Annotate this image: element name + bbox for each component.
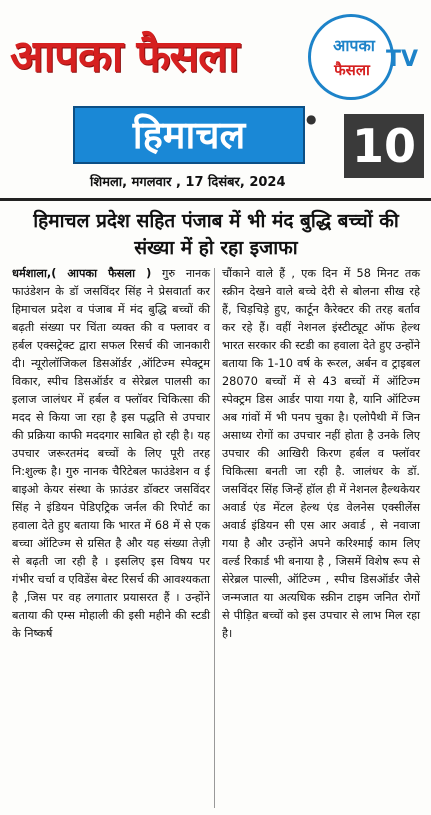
tv-logo-circle xyxy=(308,14,394,100)
tv-logo-tag: TV xyxy=(386,47,419,72)
newspaper-logo: आपका फैसला xyxy=(10,31,239,82)
tv-logo xyxy=(308,8,420,100)
dateline: शिमला, मगलवार , 17 दिसंबर, 2024 xyxy=(90,175,286,190)
article-headline: हिमाचल प्रदेश सहित पंजाब में भी मंद बुद्धि बच्चों की संख्या में हो रहा इजाफा xyxy=(33,210,399,259)
registered-circle-icon: ● xyxy=(306,112,317,126)
article-column-left xyxy=(12,265,210,643)
page-number: 10 xyxy=(351,119,416,173)
article-dateline: धर्मशाला,( आपका फैसला ) xyxy=(12,267,152,280)
article-body-right: चौंकाने वाले हैं , एक दिन में 58 मिनट तक स्क्रीन देखने वाले बच्चे देरी से बोलना सीख रहे हैं, चिड़चिड़े हुए, कार्टून कैरेक्टर की तरह बर्ताव कर रहे हैं। वहीं नेशनल इंस्टीट्यूट ऑफ हेल्थ भारत सरकार की स्टडी का हवाला देते हुए उन्होंने बताया कि 1-10 वर्ष के रूरल, अर्बन व ट्राइबल 28070 बच्चों में से 43 बच्चों में ऑटिज्म स्पेक्ट्रम डिस आर्डर पाया गया है, यानि ऑटिज्म अब गांवों में भी पनप चुका है। एलोपैथी में जिन असाध्य रोगों का उपचार नहीं होता है उनके लिए उपचार की आखिरी किरण हर्बल व फ्लॉवर चिकित्सा बनती जा रही है. जालंधर के डॉ. जसविंदर सिंह जिन्हें हॉल ही में नेशनल हैल्थकेयर अवार्ड एंड मेंटल हेल्थ एंड वेलनेस एक्सीलेंस अवार्ड इंडियन सी एस आर अवार्ड , से नवाजा गया है और उन्होंने अपने करिश्माई काम लिए वर्ल्ड रिकार्ड भी बनाया है , जिसमें विशेष रूप से सेरेब्रल पाल्सी, ऑटिज्म , स्पीच डिसऑर्डर जैसे जन्मजात या अत्यधिक स्क्रीन टाइम जनित रोगों से पीड़ित बच्चों को इस उपचार से लाभ मिल रहा है। xyxy=(222,267,420,640)
section-title: हिमाचल xyxy=(132,113,246,157)
section-banner xyxy=(73,106,305,164)
article-body-left: गुरु नानक फाउंडेशन के डॉ जसविंदर सिंह ने प्रेसवार्ता कर हिमाचल प्रदेश व पंजाब में मंद बुद्धि बच्चों की बढ़ती संख्या पर चिंता व्यक्त की व फ्लावर व हर्बल एक्सट्रेक्ट द्वारा सफल रिसर्च की जानकारी दी। न्यूरोलॉजिकल डिसऑर्डर ,ऑटिज्म स्पेक्ट्रम विकार, स्पीच डिसऑर्डर व सेरेब्रल पालसी का इलाज जालंधर में हर्बल व फ्लॉवर चिकित्सा की मदद से किया जा रहा है इस पद्धति से उपचार की प्रक्रिया काफी मददगार साबित हो रही है। यह उपचार जरूरतमंद बच्चों के लिए पूरी तरह नि:शुल्क है। गुरु नानक चैरिटेबल फाउंडेशन व ई बाइओ केयर संस्था के फ़ाउंडर डॉक्टर जसविंदर सिंह ने इंडियन पेडिएट्रिक जर्नल की रिपोर्ट का हवाला देते हुए बताया कि भारत में 68 में से एक बच्चा ऑटिज्म से ग्रसित है और यह संख्या तेज़ी से बढ़ती जा रही है । इसलिए इस विषय पर गंभीर चर्चा व एविडेंस बेस्ट रिसर्च की आवश्यकता है ,जिस पर वह लगातार प्रयासरत हैं । उन्होंने बताया की एम्स मोहाली की इसी महीने की स्टडी के निष्कर्ष xyxy=(12,267,210,640)
tv-logo-bottom-text: फैसला xyxy=(334,61,370,79)
masthead xyxy=(0,0,431,112)
header-rule xyxy=(0,198,431,201)
column-divider xyxy=(214,268,215,808)
page-number-box xyxy=(344,114,424,178)
tv-logo-top-text: आपका xyxy=(333,36,375,55)
article-column-right xyxy=(222,265,420,643)
